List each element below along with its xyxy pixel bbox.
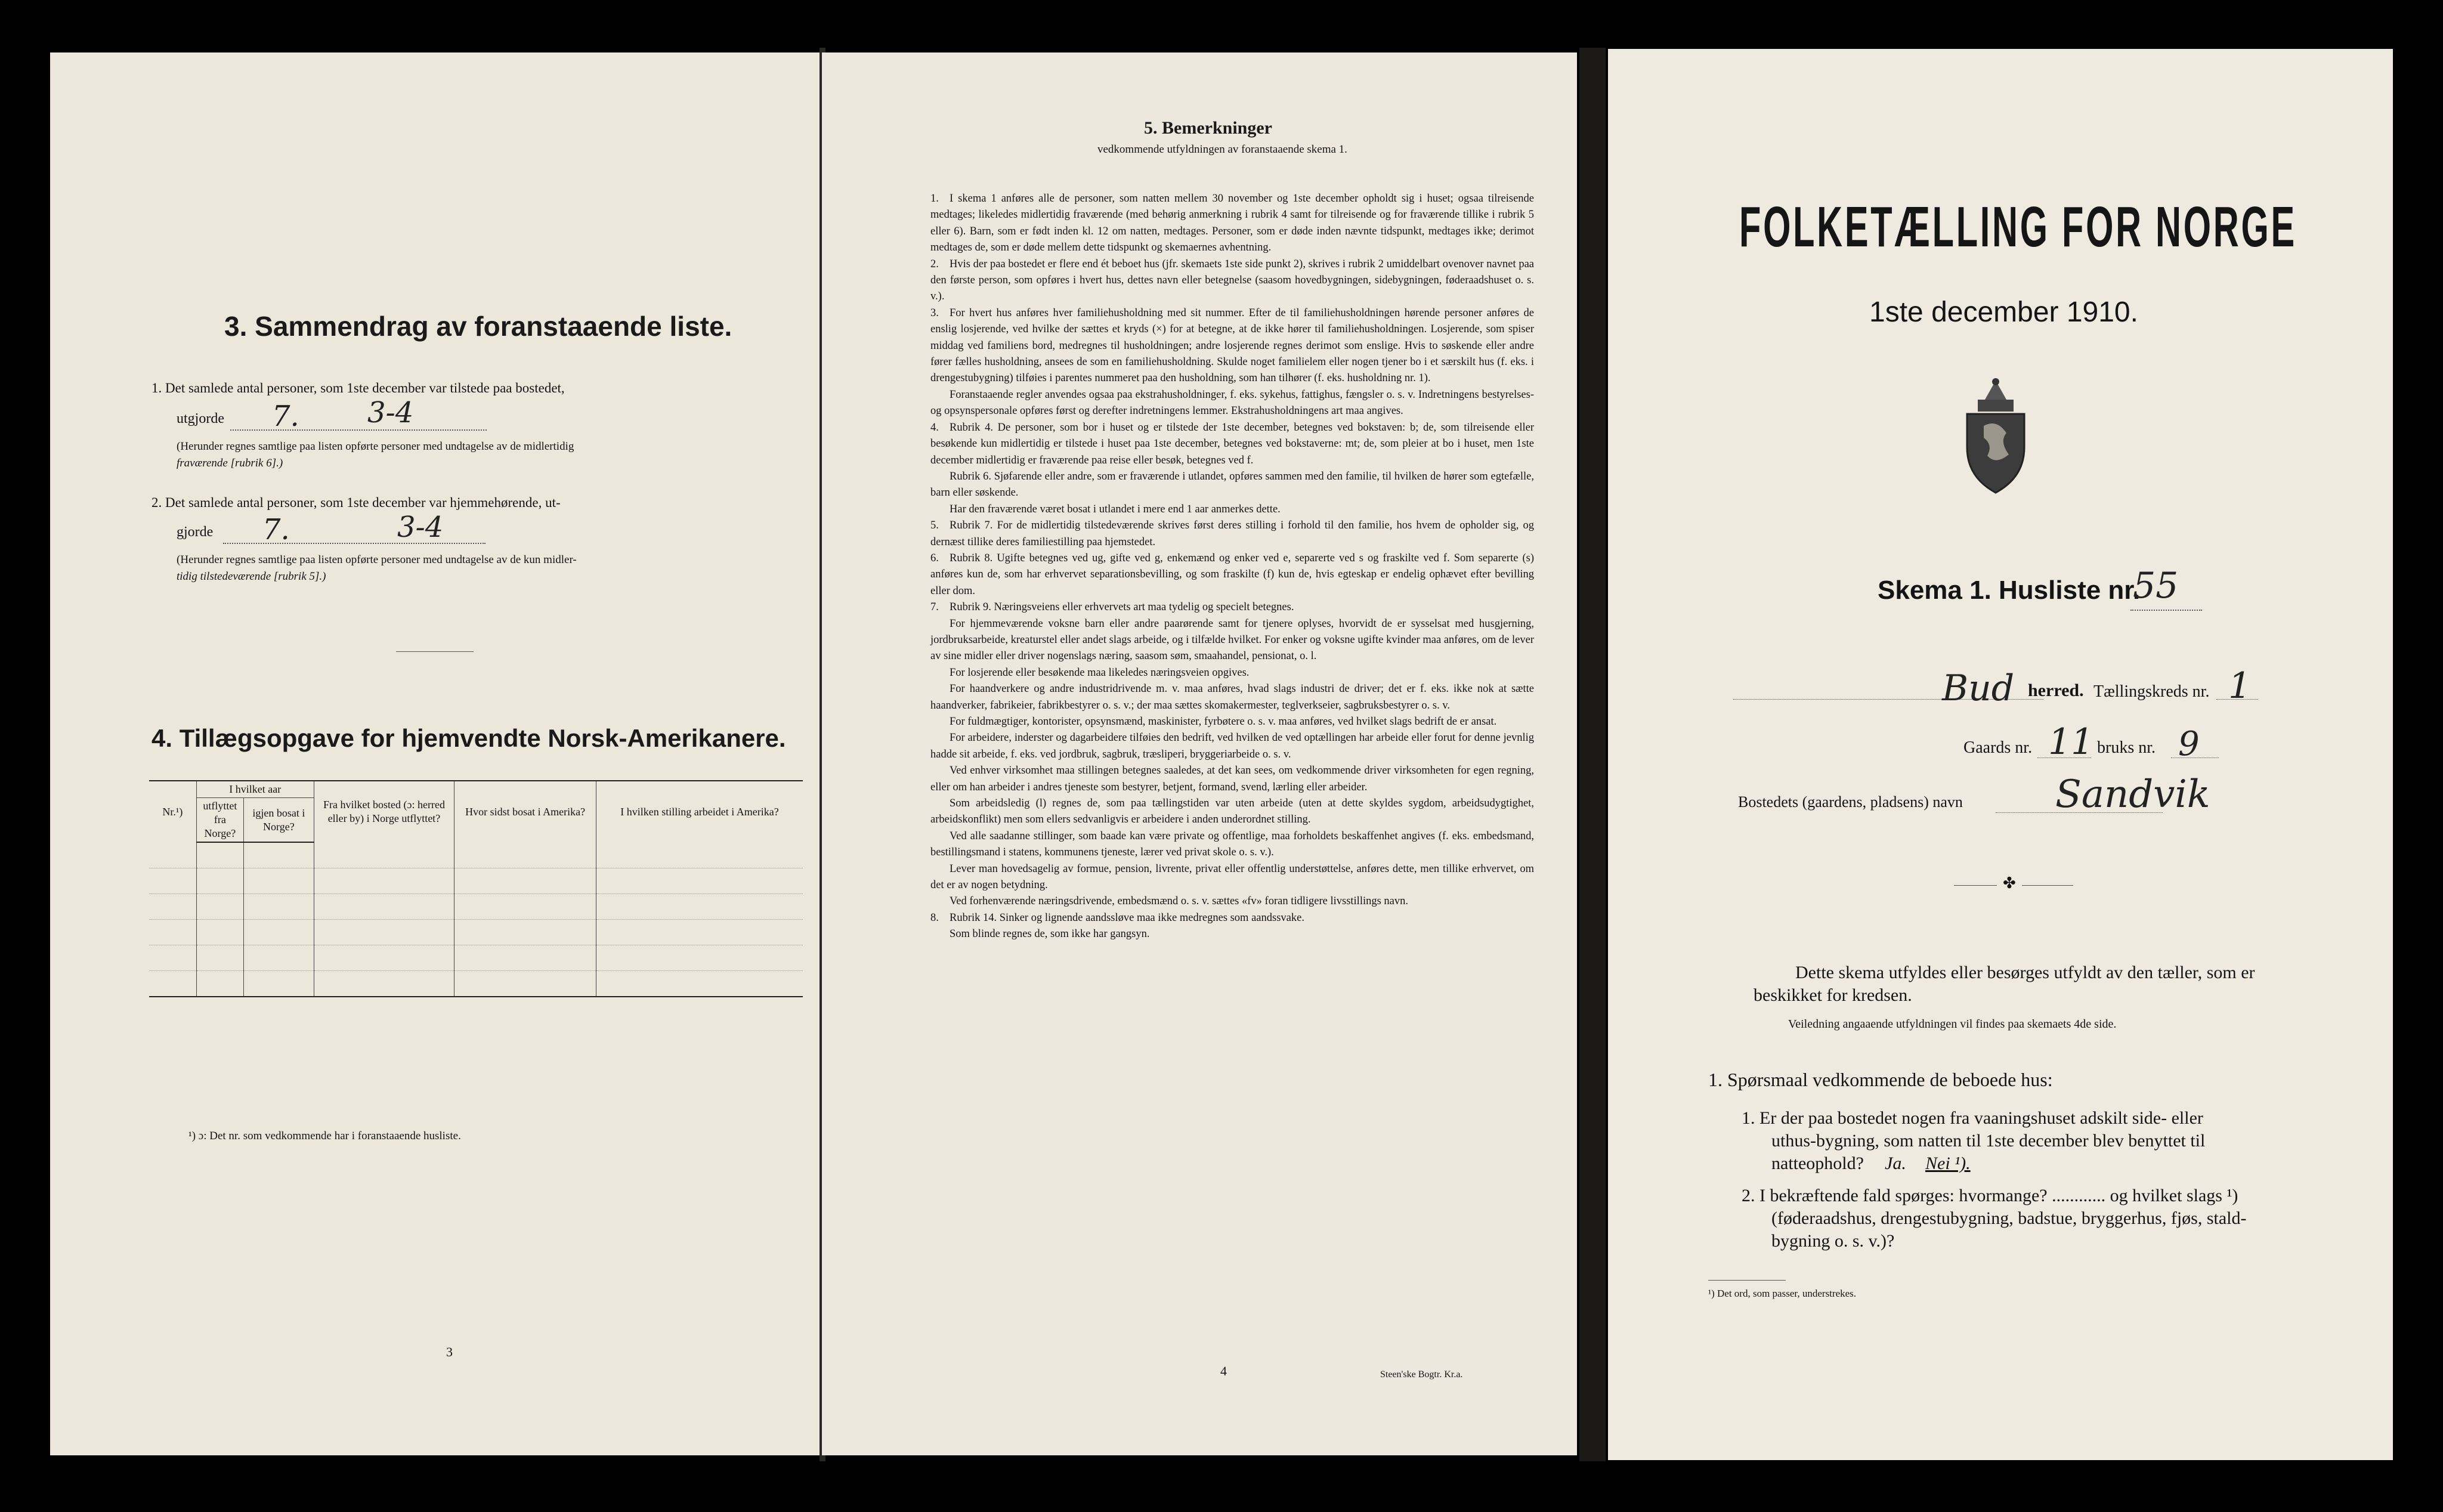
remark-text: Foranstaaende regler anvendes ogsaa paa ekstrahusholdninger, f. eks. sykehus, fattighus, fængsler o. s. v. Indretningens bestyrelses- og opsynspersonale opføres først og derefter indretningens lemmer. Ekstrahusholdningens art maa angives. xyxy=(930,388,1534,418)
remark-number: 4. xyxy=(930,421,939,434)
krets-value: 1 xyxy=(2228,665,2252,707)
remark-text: For haandverkere og andre industridrivende m. v. maa anføres, hvad slags industri de driver; det er f. eks. ikke nok at sætte haandverker, fabrikeier, fabrikbestyrer o. s. v.; der maa sættes skomakermester, teglverkseier, sagbruksbestyrer o. s. v. xyxy=(930,683,1534,712)
remark-paragraph xyxy=(930,910,1534,926)
col-stilling-header: I hvilken stilling arbeidet i Amerika? xyxy=(596,781,803,842)
item1-note-line2: fraværende [rubrik 6].) xyxy=(177,457,283,469)
remark-text: Ved alle saadanne stillinger, som baade kan være private og offentlige, maa forholdets beskaffenhet angives (f. eks. embedsmand, bestillingsmand i statens, kommunens tjeneste, lærer ved privat skole o. s. v.). xyxy=(930,830,1534,859)
remark-number: 1. xyxy=(930,193,939,205)
remark-paragraph xyxy=(930,502,1534,518)
ornament-icon: ✤ xyxy=(1997,874,2022,892)
intro-line1: Dette skema utfyldes eller besørges utfyldt av den tæller, som er xyxy=(1795,963,2255,982)
remark-text: Rubrik 9. Næringsveiens eller erhvervets art maa tydelig og specielt betegnes. xyxy=(950,601,1294,614)
q1-line3: natteophold? xyxy=(1771,1154,1864,1173)
remark-paragraph xyxy=(930,518,1534,551)
item2-utgjorde-label: gjorde xyxy=(177,524,214,540)
remark-number: 8. xyxy=(930,911,939,924)
col-nr-header: Nr.¹) xyxy=(149,781,196,842)
table-row xyxy=(149,945,803,971)
remark-text: Rubrik 14. Sinker og lignende aandssløve maa ikke medregnes som aandssvake. xyxy=(950,911,1304,924)
col-year-group-header: I hvilket aar xyxy=(196,781,314,798)
page-middle xyxy=(822,52,1577,1455)
remark-paragraph xyxy=(930,469,1534,502)
bruks-label: bruks nr. xyxy=(2097,738,2156,757)
remark-paragraph xyxy=(930,305,1534,387)
col-sidst-bosat-header: Hvor sidst bosat i Amerika? xyxy=(454,781,596,842)
remark-text: Ved enhver virksomhet maa stillingen betegnes saaledes, at det kan sees, om vedkommende driver virksomheten for egen regning, eller om han arbeider i andres tjeneste som bestyrer, betjent, formand, svend, lærling eller arbeider. xyxy=(930,765,1534,793)
remark-paragraph xyxy=(930,256,1534,305)
remark-paragraph xyxy=(930,714,1534,730)
footnote-rule xyxy=(1708,1280,1786,1281)
remark-text: I skema 1 anføres alle de personer, som natten mellem 30 november og 1ste december opholdt sig i huset; ogsaa tilreisende medtages; likeledes midlertidig fraværende (med behørig anmerkning i rubrik 4 samt for tilreisende og for fraværende tillike i rubrik 5 eller 6). Barn, som er født inden kl. 12 om natten, medtages. Personer, som er døde inden nævnte tidspunkt, medtages ikke; derimot medtages de, som er døde mellem dette tidspunkt og skemaernes avhentning. xyxy=(930,193,1534,254)
bruks-value: 9 xyxy=(2178,725,2200,763)
remark-paragraph xyxy=(930,796,1534,828)
remark-text: For arbeidere, inderster og dagarbeidere tilføies den bedrift, ved hvilken de ved optællingen har arbeide eller forut for denne jevnlig hadde sit arbeide, f. eks. ved jordbruk, sagbruk, træsliperi, bryggeriarbeide o. s. v. xyxy=(930,732,1534,760)
remark-paragraph xyxy=(930,616,1534,665)
census-title: FOLKETÆLLING FOR NORGE xyxy=(1739,195,2297,259)
bemerkninger-subtitle: vedkommende utfyldningen av foranstaaende skema 1. xyxy=(1097,143,1347,156)
intro-note: Veiledning angaaende utfyldningen vil findes paa skemaets 4de side. xyxy=(1788,1018,2117,1031)
krets-fill-line xyxy=(2216,699,2258,700)
remark-paragraph xyxy=(930,730,1534,763)
bruks-fill-line xyxy=(2171,757,2219,758)
gaards-value: 11 xyxy=(2048,721,2094,763)
remark-paragraph xyxy=(930,387,1534,420)
remark-paragraph xyxy=(930,893,1534,910)
table-footnote: ¹) ɔ: Det nr. som vedkommende har i foranstaaende husliste. xyxy=(188,1130,461,1142)
remark-number: 3. xyxy=(930,307,939,319)
remark-paragraph xyxy=(930,191,1534,256)
item2-text: 2. Det samlede antal personer, som 1ste december var hjemmehørende, ut- xyxy=(151,495,561,510)
item2-handwritten-1: 7. xyxy=(262,513,290,546)
schema-label: Skema 1. Husliste nr. xyxy=(1878,576,2141,605)
remark-text: Rubrik 8. Ugifte betegnes ved ug, gifte ved g, enkemænd og enker ved e, separerte ved s og fraskilte ved f. Som separerte (s) anføres kun de, som har erhvervet separationsbevilling, og som fraskilte (f) kun de, hvis egteskap er endelig ophævet efter bevilling eller dom. xyxy=(930,552,1534,597)
q1-option-ja[interactable]: Ja. xyxy=(1885,1154,1906,1173)
page-number-4: 4 xyxy=(1220,1363,1227,1378)
item1-handwritten-1: 7. xyxy=(272,400,299,433)
col-utflyttet-header: utflyttet fra Norge? xyxy=(196,798,243,843)
table-row xyxy=(149,868,803,894)
item1-fill-line xyxy=(230,429,487,431)
husliste-number: 55 xyxy=(2133,565,2179,607)
q2-line1: 2. I bekræftende fald spørges: hvormange? ............ og hvilket slags ¹) xyxy=(1742,1186,2238,1205)
remark-text: For hjemmeværende voksne barn eller andre paarørende samt for tjenere oplyses, hvorvidt de er sysselsat med husgjerning, jordbruksarbeide, kreaturstel eller andet slags arbeide, og i tilfælde hvilket. For enker og voksne ugifte kvinder maa anføres, om de lever av sine midler eller driver nogenslags næring, saasom søm, smaahandel, pensionat, o. l. xyxy=(930,617,1534,663)
page-left xyxy=(50,52,820,1455)
remark-text: Har den fraværende været bosat i utlandet i mere end 1 aar anmerkes dette. xyxy=(950,503,1281,515)
q1-line1: 1. Er der paa bostedet nogen fra vaaningshuset adskilt side- eller xyxy=(1742,1108,2203,1128)
remark-paragraph xyxy=(930,681,1534,714)
remark-text: Hvis der paa bostedet er flere end ét beboet hus (jfr. skemaets 1ste side punkt 2), skrives i rubrik 2 umiddelbart ovenover navnet paa den første person, som opføres i hvert hus, dettes navn eller betegnelse (saasom hovedbygningen, sidebygningen, føderaadshuset o. s. v.). xyxy=(930,258,1534,303)
section4-title: 4. Tillægsopgave for hjemvendte Norsk-Amerikanere. xyxy=(151,724,786,752)
q2-line3: bygning o. s. v.)? xyxy=(1771,1231,1895,1251)
page-number-3: 3 xyxy=(446,1344,453,1359)
col-fra-bosted-header: Fra hvilket bosted (ɔ: herred eller by) i Norge utflyttet? xyxy=(314,781,454,842)
item2-note-line1: (Herunder regnes samtlige paa listen opførte personer med undtagelse av de kun midler- xyxy=(177,554,577,566)
page-right xyxy=(1608,49,2393,1460)
remark-paragraph xyxy=(930,828,1534,861)
remark-text: Som blinde regnes de, som ikke har gangsyn. xyxy=(950,928,1150,941)
bemerkninger-title: 5. Bemerkninger xyxy=(1144,118,1272,138)
intro-line2: beskikket for kredsen. xyxy=(1754,985,1912,1005)
census-date: 1ste december 1910. xyxy=(1869,296,2138,328)
table-row xyxy=(149,971,803,997)
husliste-fill-line xyxy=(2130,610,2202,611)
remark-text: For hvert hus anføres hver familiehusholdning med sit nummer. Efter de til familiehusholdningen hørende personer anføres de enslig losjerende, ved hvilke der sættes et kryds (×) for at betegne, at de ikke hører til familiehusholdningen. Losjerende, som spiser middag ved familiens bord, medregnes til husholdningen; andre losjerende regnes derimot som enslige. Hvis to søskende eller andre fører fælles husholdning, ansees de som en familiehusholdning. Skulde noget familielem eller nogen tjener bo i et særskilt hus (f. eks. i drengestubygning) tilføies i parentes nummeret paa den husholdning, som han tilhører (f. eks. husholdning nr. 1). xyxy=(930,307,1534,385)
gaards-fill-line xyxy=(2037,757,2091,758)
remark-text: For fuldmægtiger, kontorister, opsynsmænd, maskinister, fyrbøtere o. s. v. maa anføres, ved hvilket slags bedrift de er ansat. xyxy=(950,716,1497,728)
item1-note-line1: (Herunder regnes samtlige paa listen opførte personer med undtagelse av de midlertidig xyxy=(177,440,574,453)
remark-number: 5. xyxy=(930,520,939,532)
remark-number: 6. xyxy=(930,552,939,564)
item2-handwritten-2: 3-4 xyxy=(397,511,444,544)
remark-paragraph xyxy=(930,551,1534,599)
herred-label: herred. xyxy=(2028,681,2084,700)
bosted-label: Bostedets (gaardens, pladsens) navn xyxy=(1738,793,1963,811)
remark-text: Ved forhenværende næringsdrivende, embedsmænd o. s. v. sættes «fv» foran tidligere livsstillings navn. xyxy=(950,895,1409,908)
coat-of-arms-icon xyxy=(1954,376,2037,495)
item1-handwritten-2: 3-4 xyxy=(367,396,414,429)
q2-line2: (føderaadshus, drengestubygning, badstue, bryggerhus, fjøs, stald- xyxy=(1771,1208,2247,1228)
item2-fill-line xyxy=(223,543,485,544)
table-row xyxy=(149,894,803,920)
remark-text: Rubrik 4. De personer, som bor i huset og er tilstede der 1ste december, betegnes ved bokstaven: b; de, som tilreisende eller besøkende kun midlertidig er tilstede i huset paa 1ste december, betegnes ved bokstaverne: mt; de, som pleier at bo i huset, men 1ste december midlertidig er fraværende paa reise eller besøk, betegnes ved f. xyxy=(930,421,1534,466)
norsk-amerikanere-table xyxy=(149,780,803,997)
item1-utgjorde-label: utgjorde xyxy=(177,411,224,426)
remark-paragraph xyxy=(930,763,1534,796)
gaards-label: Gaards nr. xyxy=(1963,738,2033,757)
remark-text: Som arbeidsledig (l) regnes de, som paa tællingstiden var uten arbeide (uten at dette skyldes sygdom, arbeidsudygtighet, arbeidskonflikt) men som ellers sedvanligvis er arbeidere i anden underordnet stilling. xyxy=(930,797,1534,826)
page-fold-right xyxy=(1579,48,1606,1461)
bemerkninger-list xyxy=(930,191,1534,943)
separator-rule xyxy=(396,651,474,652)
remark-paragraph xyxy=(930,599,1534,616)
remark-paragraph xyxy=(930,861,1534,894)
remark-text: Rubrik 7. For de midlertidig tilstedeværende skrives først deres stilling i forhold til den familie, hos hvem de opholder sig, og dernæst tillike deres familiestilling paa hjemstedet. xyxy=(930,520,1534,548)
remark-paragraph xyxy=(930,665,1534,681)
remark-paragraph xyxy=(930,926,1534,942)
remark-text: Lever man hovedsagelig av formue, pension, livrente, privat eller offentlig understøttelse, anføres dette, men tillike erhvervet, om det er av nogen betydning. xyxy=(930,862,1534,892)
krets-label: Tællingskreds nr. xyxy=(2093,682,2210,701)
section3-title: 3. Sammendrag av foranstaaende liste. xyxy=(224,311,732,342)
q1-line2: uthus-bygning, som natten til 1ste december blev benyttet til xyxy=(1771,1131,2206,1151)
question-header: 1. Spørsmaal vedkommende de beboede hus: xyxy=(1708,1069,2053,1090)
bosted-fill-line xyxy=(1996,812,2163,813)
remark-text: For losjerende eller besøkende maa likeledes næringsveien opgives. xyxy=(950,666,1250,679)
right-footnote: ¹) Det ord, som passer, understrekes. xyxy=(1708,1288,1857,1299)
remark-paragraph xyxy=(930,420,1534,469)
table-row xyxy=(149,920,803,945)
item2-note-line2: tidig tilstedeværende [rubrik 5].) xyxy=(177,570,326,583)
item1-text: 1. Det samlede antal personer, som 1ste december var tilstede paa bostedet, xyxy=(151,381,565,395)
remark-number: 2. xyxy=(930,258,939,270)
bosted-value: Sandvik xyxy=(2055,772,2210,817)
herred-value: Bud xyxy=(1942,667,2015,709)
printer-note: Steen'ske Bogtr. Kr.a. xyxy=(1380,1369,1463,1380)
table-row xyxy=(149,842,803,868)
remark-number: 7. xyxy=(930,601,939,614)
remark-text: Rubrik 6. Sjøfarende eller andre, som er fraværende i utlandet, opføres sammen med den familie, til hvilken de hører som egtefælle, barn eller søskende. xyxy=(930,470,1534,499)
q1-option-nei[interactable]: Nei ¹). xyxy=(1925,1154,1971,1173)
col-igjen-bosat-header: igjen bosat i Norge? xyxy=(244,798,314,843)
